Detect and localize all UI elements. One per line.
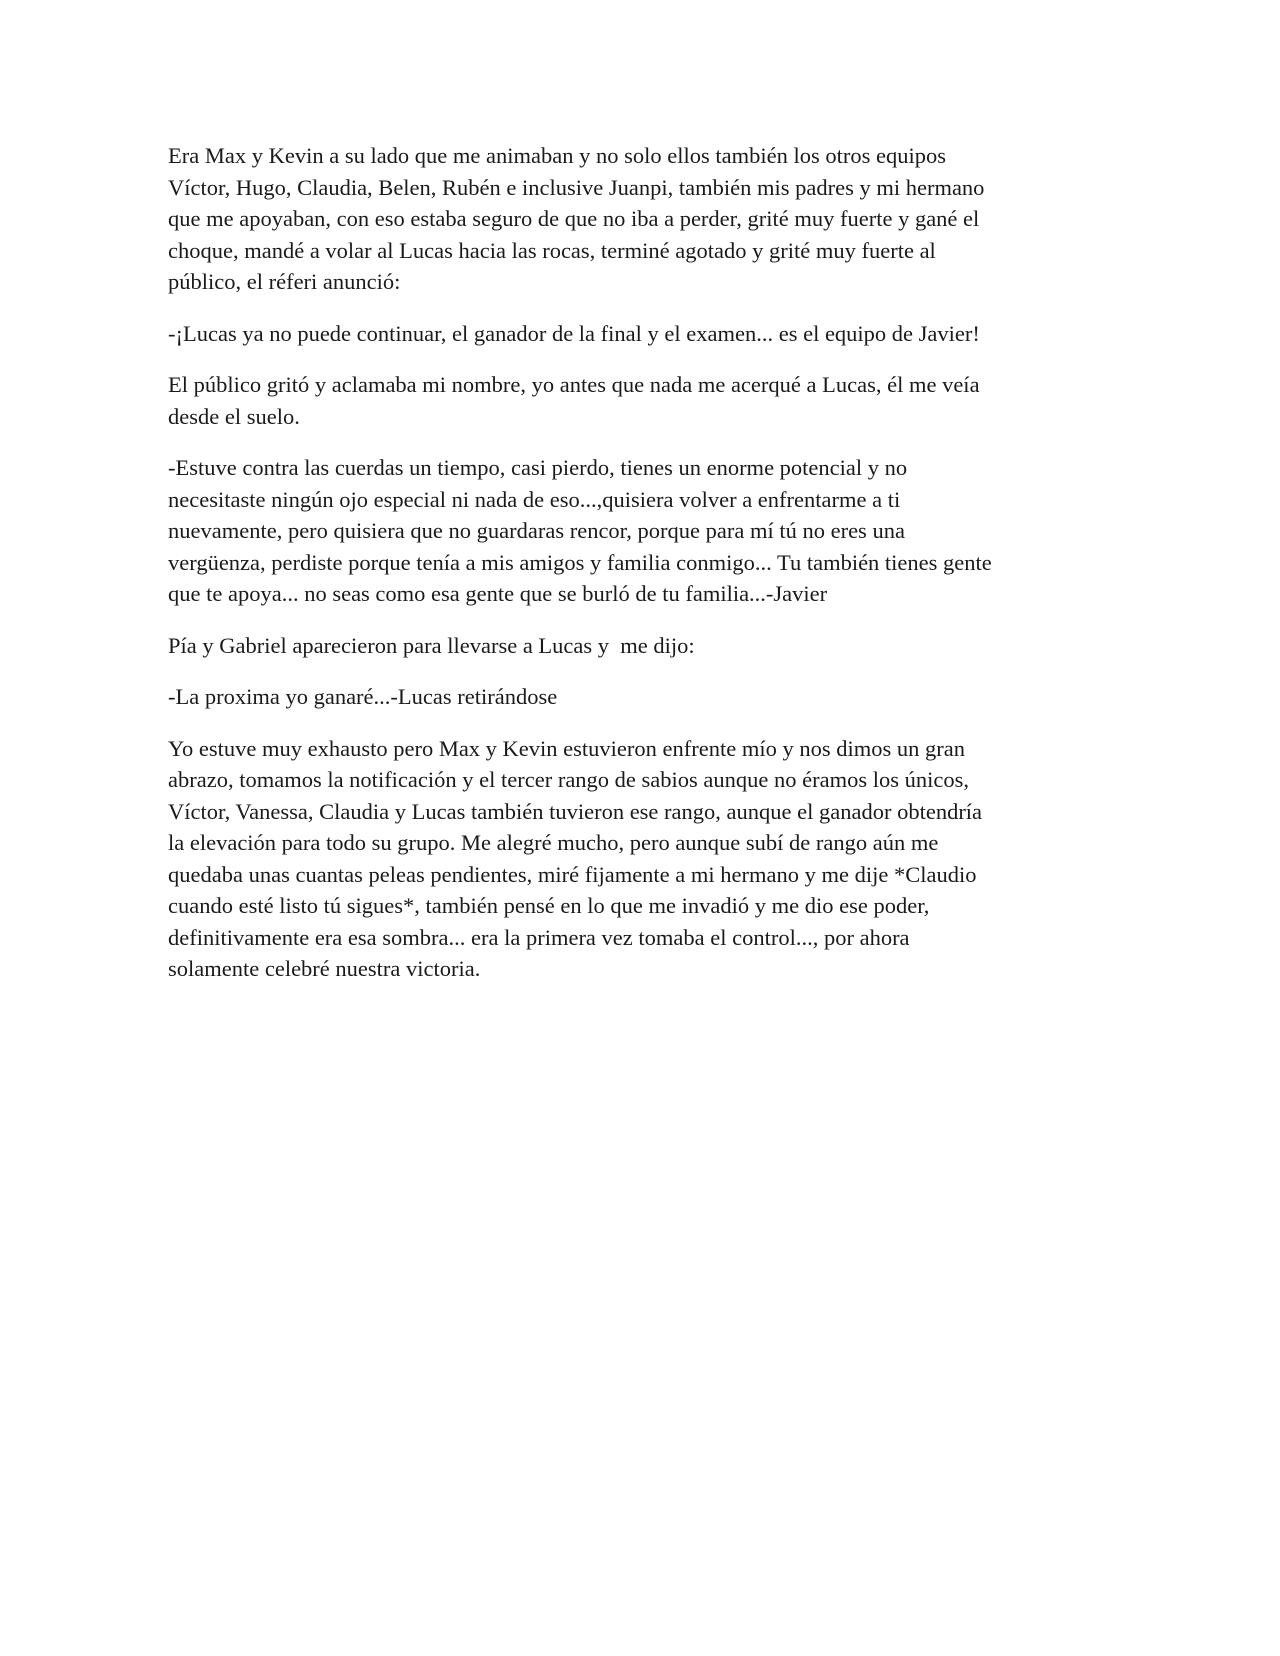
text-line: nuevamente, pero quisiera que no guardaras rencor, porque para mí tú no eres una: [168, 518, 905, 543]
text-line: cuando esté listo tú sigues*, también pensé en lo que me invadió y me dio ese poder,: [168, 893, 930, 918]
paragraph-5: [168, 630, 1068, 662]
text-line: Pía y Gabriel aparecieron para llevarse a Lucas y me dijo:: [168, 632, 695, 658]
text-line: quedaba unas cuantas peleas pendientes, miré fijamente a mi hermano y me dije *Claudio: [168, 861, 977, 887]
paragraph-7: [168, 733, 1068, 985]
text-line: -Estuve contra las cuerdas un tiempo, casi pierdo, tienes un enorme potencial y no: [168, 455, 908, 480]
text-line: la elevación para todo su grupo. Me alegré mucho, pero aunque subí de rango aún me: [168, 830, 939, 855]
text-line: que te apoya... no seas como esa gente que se burló de tu familia...-Javier: [168, 581, 828, 606]
text-line: Era Max y Kevin a su lado que me animaban y no solo ellos también los otros equipos: [168, 143, 946, 168]
paragraph-1: [168, 140, 1068, 298]
paragraph-3: [168, 369, 1068, 432]
text-line: -La proxima yo ganaré...-Lucas retirándose: [168, 684, 558, 709]
text-line: público, el réferi anunció:: [168, 269, 401, 294]
text-line: definitivamente era esa sombra... era la primera vez tomaba el control..., por ahora: [168, 924, 910, 950]
text-line: desde el suelo.: [168, 403, 300, 429]
paragraph-2: [168, 318, 1068, 350]
paragraph-4: [168, 452, 1068, 610]
paragraph-6: [168, 681, 1068, 713]
document-page: [168, 140, 1068, 1005]
text-line: -¡Lucas ya no puede continuar, el ganador de la final y el examen... es el equipo de Javier!: [168, 320, 980, 346]
text-line: El público gritó y aclamaba mi nombre, yo antes que nada me acerqué a Lucas, él me veía: [168, 372, 980, 397]
text-line: necesitaste ningún ojo especial ni nada de eso...,quisiera volver a enfrentarme a ti: [168, 486, 901, 512]
text-line: solamente celebré nuestra victoria.: [168, 956, 481, 981]
text-line: abrazo, tomamos la notificación y el tercer rango de sabios aunque no éramos los únicos,: [168, 767, 969, 792]
text-line: Yo estuve muy exhausto pero Max y Kevin estuvieron enfrente mío y nos dimos un gran: [168, 735, 965, 761]
text-line: que me apoyaban, con eso estaba seguro de que no iba a perder, grité muy fuerte y gané el: [168, 206, 980, 231]
text-line: choque, mandé a volar al Lucas hacia las rocas, terminé agotado y grité muy fuerte al: [168, 237, 936, 263]
text-line: Víctor, Vanessa, Claudia y Lucas también tuvieron ese rango, aunque el ganador obtendría: [168, 798, 983, 824]
text-line: Víctor, Hugo, Claudia, Belen, Rubén e inclusive Juanpi, también mis padres y mi hermano: [168, 174, 985, 200]
text-line: vergüenza, perdiste porque tenía a mis amigos y familia conmigo... Tu también tienes gente: [168, 549, 992, 575]
